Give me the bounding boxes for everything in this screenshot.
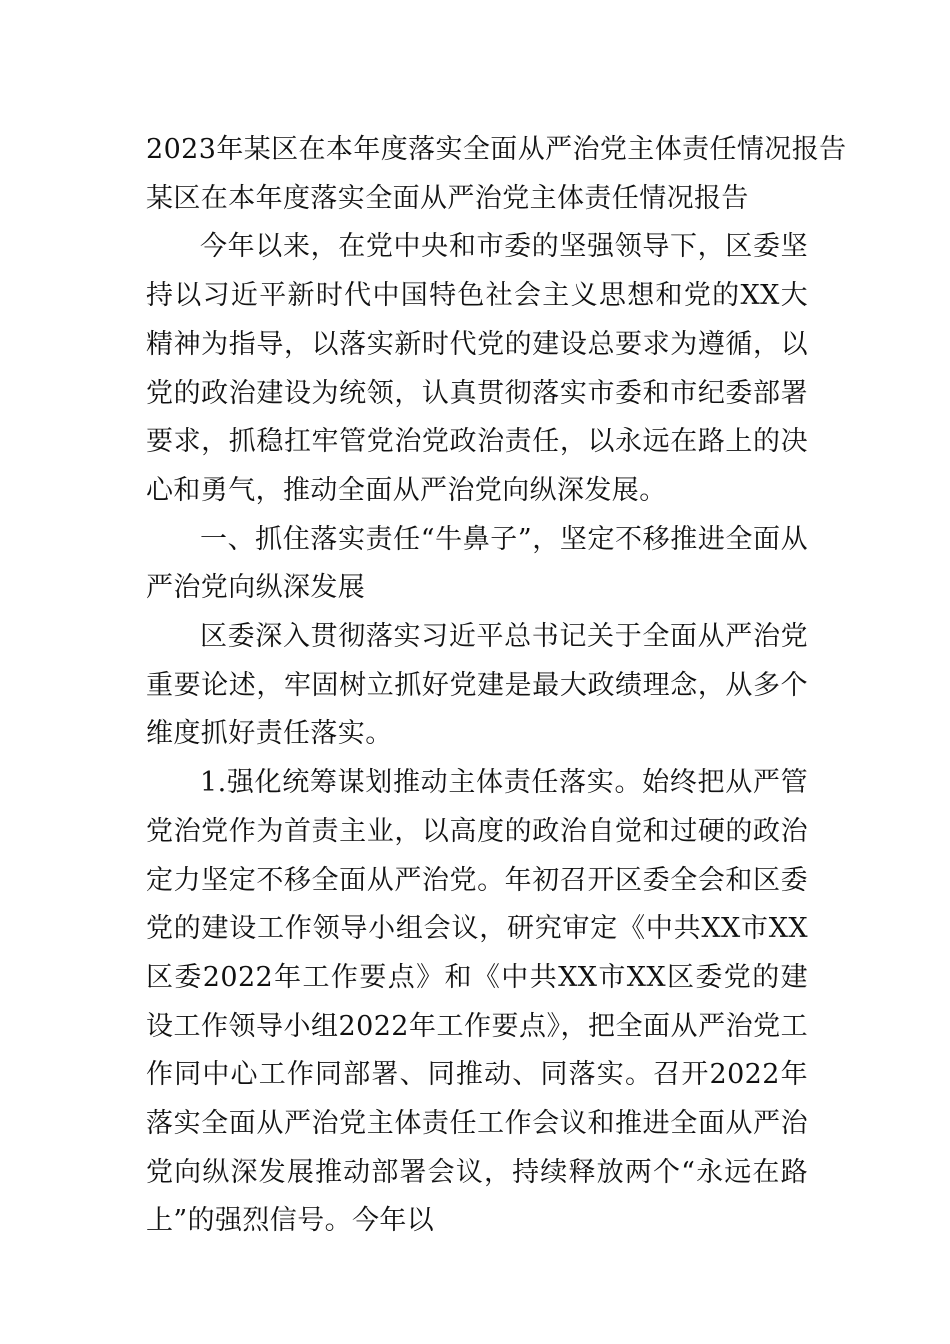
paragraph-section-1-intro: 区委深入贯彻落实习近平总书记关于全面从严治党重要论述，牢固树立抓好党建是最大政绩理念，从多个维度抓好责任落实。 [146, 621, 808, 750]
paragraph-intro: 今年以来，在党中央和市委的坚强领导下，区委坚持以习近平新时代中国特色社会主义思想和党的XX大精神为指导，以落实新时代党的建设总要求为遵循，以党的政治建设为统领，认真贯彻落实市委和市纪委部署要求，抓稳扛牢管党治党政治责任，以永远在路上的决心和勇气，推动全面从严治党向纵深发展。 [146, 231, 808, 506]
paragraph-item-1: 1.强化统筹谋划推动主体责任落实。始终把从严管党治党作为首责主业，以高度的政治自觉和过硬的政治定力坚定不移全面从严治党。年初召开区委全会和区委党的建设工作领导小组会议，研究审定《中共XX市XX区委2022年工作要点》和《中共XX市XX区委党的建设工作领导小组2022年工作要点》，把全面从严治党工作同中心工作同部署、同推动、同落实。召开2022年落实全面从严治党主体责任工作会议和推进全面从严治党向纵深发展推动部署会议，持续释放两个“永远在路上”的强烈信号。今年以 [146, 767, 808, 1237]
document-body [146, 126, 847, 1246]
section-heading-1: 一、抓住落实责任“牛鼻子”，坚定不移推进全面从严治党向纵深发展 [146, 523, 808, 604]
document-title: 2023年某区在本年度落实全面从严治党主体责任情况报告 [146, 134, 847, 165]
document-subtitle: 某区在本年度落实全面从严治党主体责任情况报告 [146, 182, 749, 214]
